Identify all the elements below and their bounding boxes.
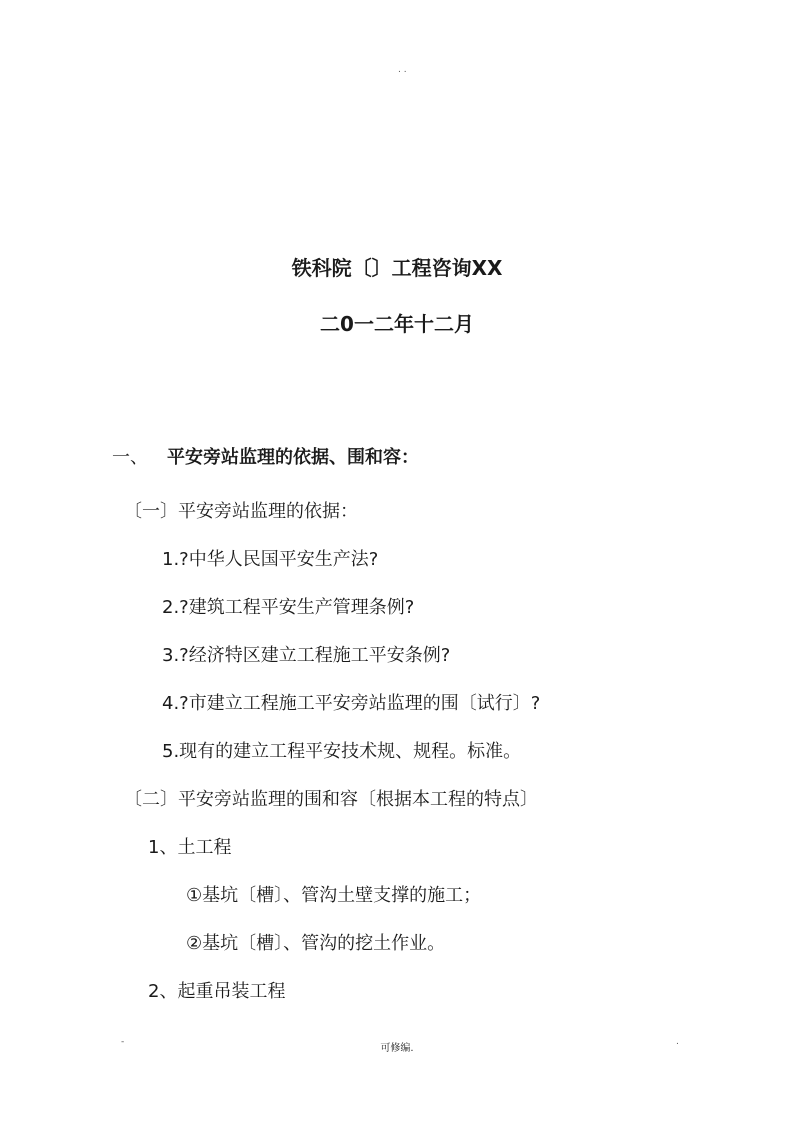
list-item: 1.?中华人民国平安生产法? [162, 549, 379, 570]
list-item: 4.?市建立工程施工平安旁站监理的围〔试行〕? [162, 693, 541, 714]
header-mark: . . [398, 65, 407, 75]
footer-editable-note: 可修编. [380, 1043, 414, 1054]
cover-date: 二0一二年十二月 [320, 312, 474, 336]
cover-title: 铁科院〔〕工程咨询XX [291, 256, 503, 280]
section-title: 平安旁站监理的依据、围和容： [167, 447, 419, 468]
subsection-heading-basis: 〔一〕平安旁站监理的依据： [124, 501, 358, 522]
category-heading: 2、起重吊装工程 [148, 981, 286, 1002]
list-item: 5.现有的建立工程平安技术规、规程。标准。 [162, 741, 522, 762]
footer-left-mark: - [121, 1037, 125, 1047]
list-item: 2.?建筑工程平安生产管理条例? [162, 597, 415, 618]
section-number: 一、 [112, 447, 148, 468]
subsection-heading-scope: 〔二〕平安旁站监理的围和容〔根据本工程的特点〕 [124, 789, 538, 810]
category-heading: 1、土工程 [148, 837, 232, 858]
list-item: 3.?经济特区建立工程施工平安条例? [162, 645, 451, 666]
list-item: ①基坑〔槽〕、管沟土壁支撑的施工； [186, 885, 482, 906]
footer-right-mark: . [676, 1037, 679, 1047]
list-item: ②基坑〔槽〕、管沟的挖土作业。 [186, 933, 446, 954]
